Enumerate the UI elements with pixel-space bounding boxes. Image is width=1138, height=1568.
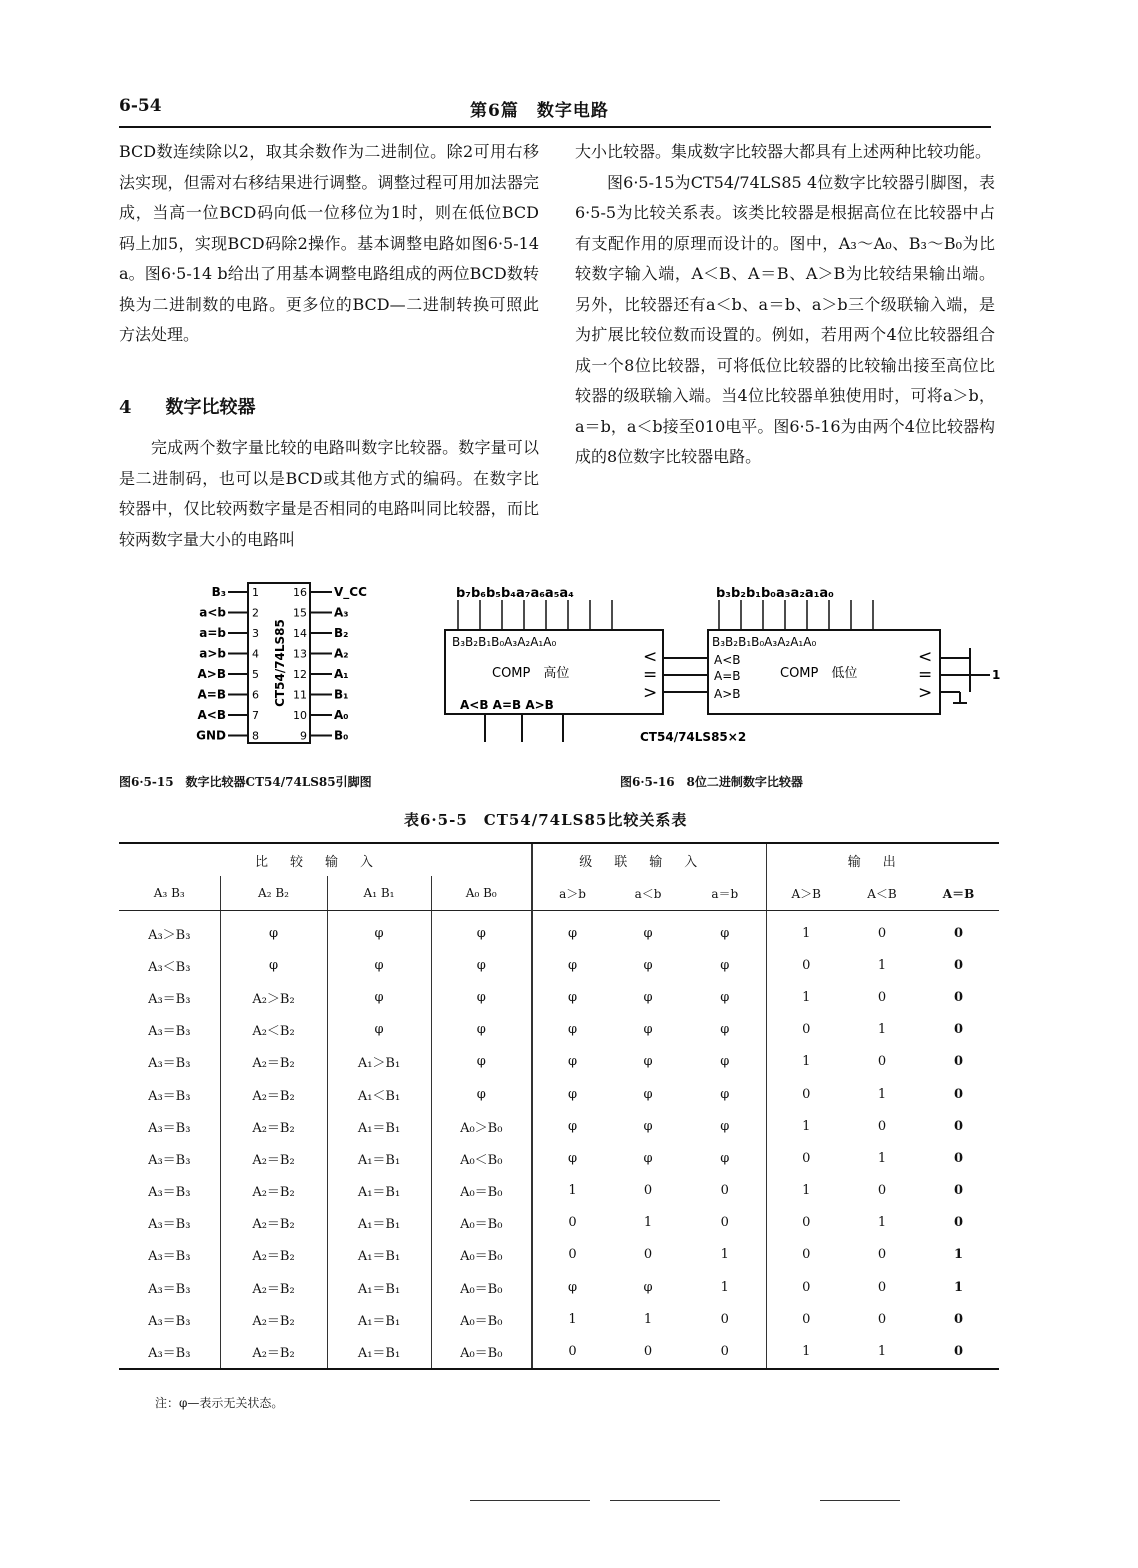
table-cell: 1 bbox=[846, 1335, 918, 1368]
pin-name: B₃ bbox=[211, 585, 226, 599]
comparator-figure bbox=[440, 578, 1000, 758]
pin-name: A₂ bbox=[334, 646, 349, 661]
table-cell: A₀＜B₀ bbox=[431, 1142, 532, 1174]
table-cell: 1 bbox=[532, 1175, 612, 1207]
left-paragraph-1: BCD数连续除以2，取其余数作为二进制位。除2可用右移法实现，但需对右移结果进行调整。调整过程可用加法器完成，当高一位BCD码向低一位移位为1时，则在低位BCD码上加5，实现BCD码除2操作。基本调整电路如图6·5-14 a。图6·5-14 b给出了用基本调整电路组成的两位BCD数转换为二进制数的电路。更多位的BCD—二进制转换可照此方法处理。 bbox=[119, 142, 539, 344]
table-cell: φ bbox=[643, 1279, 653, 1295]
pin-number: 3 bbox=[252, 627, 259, 640]
column-header: A＜B bbox=[846, 876, 918, 911]
pin-name: A=B bbox=[197, 687, 226, 702]
table-cell: φ bbox=[643, 925, 653, 941]
table-cell: A₁＜B₁ bbox=[327, 1078, 431, 1110]
table-cell: φ bbox=[643, 1118, 653, 1134]
table-cell: 1 bbox=[766, 1046, 846, 1078]
table-cell: φ bbox=[532, 981, 612, 1013]
table-cell: A₂＝B₂ bbox=[220, 1207, 327, 1239]
table-cell: φ bbox=[720, 957, 730, 973]
table-cell: 0 bbox=[612, 1335, 684, 1368]
table-cell: φ bbox=[720, 1022, 730, 1038]
table-cell: A₀＝B₀ bbox=[431, 1175, 532, 1207]
table-cell: 0 bbox=[766, 949, 846, 981]
table-cell: φ bbox=[220, 911, 327, 950]
table-cell: 0 bbox=[766, 1078, 846, 1110]
pin-number: 13 bbox=[293, 647, 307, 661]
table-cell: 0 bbox=[953, 1054, 964, 1070]
cascade-labels: A<B A=B A>B bbox=[460, 698, 554, 712]
left-paragraph-2: 完成两个数字量比较的电路叫数字比较器。数字量可以是二进制码，也可以是BCD或其他方式的编码。在数字比较器中，仅比较两数字量是否相同的电路叫同比较器，而比较两数字量大小的电路叫 bbox=[119, 438, 539, 549]
left-column bbox=[119, 137, 539, 351]
table-cell: φ bbox=[431, 1046, 532, 1078]
table-cell: A₃＝B₃ bbox=[148, 991, 191, 1007]
table-cell: 1 bbox=[532, 1303, 612, 1335]
table-cell: 0 bbox=[877, 1118, 887, 1134]
table-cell: 0 bbox=[877, 1054, 887, 1070]
table-cell: 1 bbox=[953, 1279, 964, 1295]
pin-name: V_CC bbox=[334, 585, 367, 599]
table-cell: 0 bbox=[953, 1150, 964, 1166]
table-cell: A₃＝B₃ bbox=[148, 1056, 191, 1072]
table-cell: 0 bbox=[877, 1247, 887, 1263]
table-cell: 0 bbox=[953, 1118, 964, 1134]
table-cell: 1 bbox=[766, 1110, 846, 1142]
table-cell: A₃＝B₃ bbox=[148, 1281, 191, 1297]
right-paragraph-2: 图6·5-15为CT54/74LS85 4位数字比较器引脚图，表6·5-5为比较关系表。该类比较器是根据高位在比较器中占有支配作用的原理而设计的。图中，A₃～A₀、B₃～B₀为比较数字输入端，A＜B、A＝B、A＞B为比较结果输出端。另外，比较器还有a＜b、a＝b、a＞b三个级联输入端，是为扩展比较位数而设置的。例如，若用两个4位比较器组合成一个8位比较器，可将低位比较器的比较输出接至高位比较器的级联输入端。当4位比较器单独使用时，可将a＞b，a＝b，a＜b接至010电平。图6·5-16为由两个4位比较器构成的8位数字比较器电路。 bbox=[575, 172, 995, 466]
chip-label: CT54/74LS85 bbox=[273, 619, 287, 707]
pin-number: 6 bbox=[252, 688, 259, 702]
table-cell: φ bbox=[431, 981, 532, 1013]
table-cell: 0 bbox=[720, 1215, 729, 1231]
table-cell: 0 bbox=[877, 1279, 887, 1295]
scan-mark bbox=[470, 1500, 590, 1501]
input-lines bbox=[458, 600, 873, 630]
table-cell: A₀＝B₀ bbox=[431, 1207, 532, 1239]
header-rule bbox=[119, 126, 991, 128]
table-cell: φ bbox=[643, 989, 653, 1005]
pin-number: 14 bbox=[293, 627, 307, 640]
table-row bbox=[119, 1271, 999, 1303]
pin-number: 10 bbox=[293, 709, 307, 722]
table-cell: 0 bbox=[720, 1183, 729, 1199]
logic-one-label: 1 bbox=[992, 668, 1000, 682]
table-row bbox=[119, 1014, 999, 1046]
right-column bbox=[575, 137, 995, 473]
low-input-labels: b₃b₂b₁b₀a₃a₂a₁a₀ bbox=[716, 586, 834, 601]
table-cell: 0 bbox=[877, 925, 887, 941]
pin-name: a=b bbox=[199, 626, 226, 640]
table-cell: A₀＞B₀ bbox=[431, 1110, 532, 1142]
table-cell: φ bbox=[532, 1142, 612, 1174]
table-row bbox=[119, 1046, 999, 1078]
table-cell: φ bbox=[431, 911, 532, 950]
table-cell: 1 bbox=[766, 911, 846, 950]
table-cell: φ bbox=[643, 1054, 653, 1070]
section-title: 数字比较器 bbox=[165, 397, 256, 418]
table-cell: φ bbox=[643, 957, 653, 973]
high-pin-labels: B₃B₂B₁B₀A₃A₂A₁A₀ bbox=[452, 635, 557, 649]
pin-number: 1 bbox=[252, 586, 259, 599]
table-cell: A₃＝B₃ bbox=[148, 1217, 191, 1233]
table-cell: A₁＝B₁ bbox=[327, 1142, 431, 1174]
table-cell: A₁＝B₁ bbox=[327, 1335, 431, 1368]
table-note: 注：φ—表示无关状态。 bbox=[155, 1396, 284, 1410]
low-out-eq: = bbox=[918, 665, 933, 685]
table-cell: φ bbox=[532, 1271, 612, 1303]
table-cell: 0 bbox=[953, 1311, 964, 1327]
high-out-gt: > bbox=[643, 683, 658, 703]
table-row bbox=[119, 1142, 999, 1174]
table-cell: 1 bbox=[877, 1150, 887, 1166]
group-cascade-inputs: 级联输入 bbox=[532, 843, 766, 876]
table-row bbox=[119, 1110, 999, 1142]
table-cell: φ bbox=[720, 1086, 730, 1102]
table-cell: A₁＝B₁ bbox=[327, 1271, 431, 1303]
pin-number: 12 bbox=[293, 668, 307, 681]
pin-name: B₁ bbox=[334, 687, 349, 702]
figure-15-caption: 图6·5-15 数字比较器CT54/74LS85引脚图 bbox=[119, 775, 372, 789]
column-header: A＝B bbox=[918, 876, 999, 911]
table-cell: A₁＝B₁ bbox=[327, 1207, 431, 1239]
pin-name: A₁ bbox=[334, 667, 349, 681]
table-cell: A₂＝B₂ bbox=[220, 1335, 327, 1368]
table-cell: φ bbox=[327, 911, 431, 950]
table-cell: A₃＝B₃ bbox=[119, 1335, 220, 1368]
group-outputs: 输出 bbox=[766, 843, 999, 876]
table-cell: A₃＝B₃ bbox=[148, 1120, 191, 1136]
table-cell: 0 bbox=[877, 1311, 887, 1327]
table-row bbox=[119, 949, 999, 981]
column-header: A＞B bbox=[766, 876, 846, 911]
table-cell: 1 bbox=[643, 1215, 653, 1231]
table-cell: 0 bbox=[532, 1239, 612, 1271]
table-cell: φ bbox=[643, 1150, 653, 1166]
pin-number: 7 bbox=[252, 709, 259, 722]
table-cell: φ bbox=[720, 989, 730, 1005]
low-comp-label: COMP 低位 bbox=[780, 666, 858, 681]
table-cell: φ bbox=[720, 1150, 730, 1166]
high-input-labels: b₇b₆b₅b₄a₇a₆a₅a₄ bbox=[456, 586, 574, 601]
table-cell: φ bbox=[431, 1078, 532, 1110]
table-row bbox=[119, 1335, 999, 1368]
table-cell: A₁＝B₁ bbox=[327, 1303, 431, 1335]
column-header: a＞b bbox=[532, 876, 612, 911]
table-cell: 0 bbox=[953, 989, 964, 1005]
pin-number: 8 bbox=[252, 729, 259, 743]
low-out-lt: < bbox=[918, 647, 933, 667]
table-cell: A₃＝B₃ bbox=[148, 1185, 191, 1201]
table-cell: A₃＝B₃ bbox=[148, 1152, 191, 1168]
table-row bbox=[119, 1239, 999, 1271]
table-cell: A₂＜B₂ bbox=[220, 1014, 327, 1046]
column-header: a＜b bbox=[612, 876, 684, 911]
scan-mark bbox=[610, 1500, 720, 1501]
table-cell: 1 bbox=[643, 1311, 653, 1327]
table-cell: A₃＝B₃ bbox=[148, 1249, 191, 1265]
table-cell: φ bbox=[720, 925, 730, 941]
figure-16-caption: 图6·5-16 8位二进制数字比较器 bbox=[620, 775, 803, 789]
table-cell: 0 bbox=[953, 957, 964, 973]
table-cell: φ bbox=[532, 1110, 612, 1142]
table-row bbox=[119, 1303, 999, 1335]
table-cell: 1 bbox=[720, 1279, 729, 1295]
table-cell: 0 bbox=[766, 1271, 846, 1303]
table-cell: 1 bbox=[877, 957, 887, 973]
table-cell: 0 bbox=[643, 1247, 653, 1263]
column-header: A₃ B₃ bbox=[119, 876, 220, 911]
table-cell: 0 bbox=[766, 1142, 846, 1174]
chapter-title: 第6篇 数字电路 bbox=[470, 101, 609, 121]
table-cell: 0 bbox=[953, 1022, 964, 1038]
table-row bbox=[119, 981, 999, 1013]
table-cell: A₀＝B₀ bbox=[431, 1271, 532, 1303]
pin-name: a>b bbox=[199, 646, 226, 661]
pin-number: 2 bbox=[252, 606, 259, 620]
comparison-table bbox=[119, 842, 999, 1370]
pin-number: 16 bbox=[293, 586, 307, 599]
pin-number: 4 bbox=[252, 647, 259, 661]
pin-name: A₃ bbox=[334, 605, 349, 620]
page-number: 6-54 bbox=[119, 96, 162, 116]
table-cell: 0 bbox=[953, 925, 964, 941]
left-column-2 bbox=[119, 433, 539, 555]
table-cell: A₃＜B₃ bbox=[148, 959, 191, 975]
table-cell: 0 bbox=[766, 1239, 846, 1271]
table-cell: A₂＝B₂ bbox=[220, 1303, 327, 1335]
table-cell: A₀＝B₀ bbox=[431, 1239, 532, 1271]
table-cell: 1 bbox=[877, 1022, 887, 1038]
pin-number: 11 bbox=[293, 688, 307, 702]
table-row bbox=[119, 911, 999, 950]
table-cell: A₁＝B₁ bbox=[327, 1239, 431, 1271]
table-cell: φ bbox=[532, 911, 612, 950]
table-cell: A₂＝B₂ bbox=[220, 1110, 327, 1142]
column-header: a＝b bbox=[684, 876, 766, 911]
table-cell: φ bbox=[327, 981, 431, 1013]
scan-mark bbox=[820, 1500, 900, 1501]
pin-name: B₂ bbox=[334, 626, 349, 640]
table-title: 表6·5-5 CT54/74LS85比较关系表 bbox=[404, 811, 688, 829]
section-number: 4 bbox=[119, 397, 132, 418]
table-cell: A₁＞B₁ bbox=[327, 1046, 431, 1078]
column-header: A₀ B₀ bbox=[431, 876, 532, 911]
high-out-eq: = bbox=[643, 665, 658, 685]
pin-diagram-figure bbox=[160, 575, 400, 750]
pin-name: a<b bbox=[199, 605, 226, 620]
group-compare-inputs: 比较输入 bbox=[119, 843, 532, 876]
table-cell: 1 bbox=[877, 1086, 887, 1102]
table-cell: 0 bbox=[918, 1335, 999, 1368]
table-cell: A₂＝B₂ bbox=[220, 1142, 327, 1174]
table-cell: 1 bbox=[953, 1247, 964, 1263]
pin-number: 5 bbox=[252, 668, 259, 681]
table-cell: 0 bbox=[877, 1183, 887, 1199]
table-cell: 1 bbox=[766, 981, 846, 1013]
table-cell: 0 bbox=[766, 1014, 846, 1046]
pin-name: A>B bbox=[197, 667, 226, 681]
table-cell: 1 bbox=[766, 1335, 846, 1368]
table-cell: 0 bbox=[532, 1335, 612, 1368]
table-cell: A₂＝B₂ bbox=[220, 1175, 327, 1207]
high-comp-label: COMP 高位 bbox=[492, 666, 570, 681]
table-row bbox=[119, 1175, 999, 1207]
table-cell: A₀＝B₀ bbox=[431, 1335, 532, 1368]
low-in-gt: A>B bbox=[714, 687, 741, 701]
table-cell: A₀＝B₀ bbox=[431, 1303, 532, 1335]
table-cell: A₁＝B₁ bbox=[327, 1175, 431, 1207]
table-row bbox=[119, 1207, 999, 1239]
high-out-lt: < bbox=[643, 647, 658, 667]
table-cell: A₃＝B₃ bbox=[148, 1024, 191, 1040]
table-cell: 1 bbox=[766, 1175, 846, 1207]
table-cell: A₃＝B₃ bbox=[148, 1313, 191, 1329]
table-cell: 1 bbox=[720, 1247, 729, 1263]
table-cell: 0 bbox=[953, 1086, 964, 1102]
right-paragraph-1: 大小比较器。集成数字比较器大都具有上述两种比较功能。 bbox=[575, 142, 992, 161]
table-cell: A₂＝B₂ bbox=[220, 1271, 327, 1303]
pin-name: A<B bbox=[197, 708, 226, 722]
table-cell: 0 bbox=[766, 1303, 846, 1335]
pin-name: A₀ bbox=[334, 708, 349, 722]
pin-name: GND bbox=[196, 728, 226, 743]
table-cell: φ bbox=[532, 949, 612, 981]
table-cell: φ bbox=[327, 949, 431, 981]
table-cell: φ bbox=[532, 1014, 612, 1046]
low-in-lt: A<B bbox=[714, 653, 741, 667]
table-cell: φ bbox=[720, 1054, 730, 1070]
table-cell: A₁＝B₁ bbox=[327, 1110, 431, 1142]
table-row bbox=[119, 1078, 999, 1110]
low-out-gt: > bbox=[918, 683, 933, 703]
table-cell: 0 bbox=[953, 1215, 964, 1231]
section-heading bbox=[119, 393, 256, 419]
low-pin-labels: B₃B₂B₁B₀A₃A₂A₁A₀ bbox=[712, 635, 817, 649]
table-cell: φ bbox=[532, 1046, 612, 1078]
column-header: A₂ B₂ bbox=[220, 876, 327, 911]
pin-name: B₀ bbox=[334, 728, 349, 743]
table-cell: A₂＝B₂ bbox=[220, 1239, 327, 1271]
table-cell: 0 bbox=[766, 1207, 846, 1239]
chip-count-note: CT54/74LS85×2 bbox=[640, 730, 747, 744]
table-cell: φ bbox=[720, 1118, 730, 1134]
table-cell: φ bbox=[431, 1014, 532, 1046]
table-cell: φ bbox=[220, 949, 327, 981]
table-cell: 0 bbox=[532, 1207, 612, 1239]
column-header-row bbox=[119, 876, 999, 911]
table-cell: 1 bbox=[877, 1215, 887, 1231]
table-cell: φ bbox=[643, 1022, 653, 1038]
table-cell: φ bbox=[327, 1014, 431, 1046]
column-header: A₁ B₁ bbox=[327, 876, 431, 911]
table-cell: 0 bbox=[643, 1183, 653, 1199]
table-cell: A₂＝B₂ bbox=[220, 1078, 327, 1110]
table-cell: A₃＝B₃ bbox=[148, 1088, 191, 1104]
table-cell: 0 bbox=[953, 1183, 964, 1199]
table-cell: φ bbox=[431, 949, 532, 981]
table-body bbox=[119, 911, 999, 1369]
low-in-eq: A=B bbox=[714, 669, 741, 683]
table-cell: 0 bbox=[720, 1311, 729, 1327]
table-cell: 0 bbox=[877, 989, 887, 1005]
table-cell: A₂＞B₂ bbox=[220, 981, 327, 1013]
table-cell: A₂＝B₂ bbox=[220, 1046, 327, 1078]
table-cell: A₃＞B₃ bbox=[148, 927, 191, 943]
table-cell: φ bbox=[532, 1078, 612, 1110]
pin-number: 9 bbox=[300, 729, 307, 743]
table-cell: 0 bbox=[684, 1335, 766, 1368]
pin-number: 15 bbox=[293, 606, 307, 620]
table-cell: φ bbox=[643, 1086, 653, 1102]
